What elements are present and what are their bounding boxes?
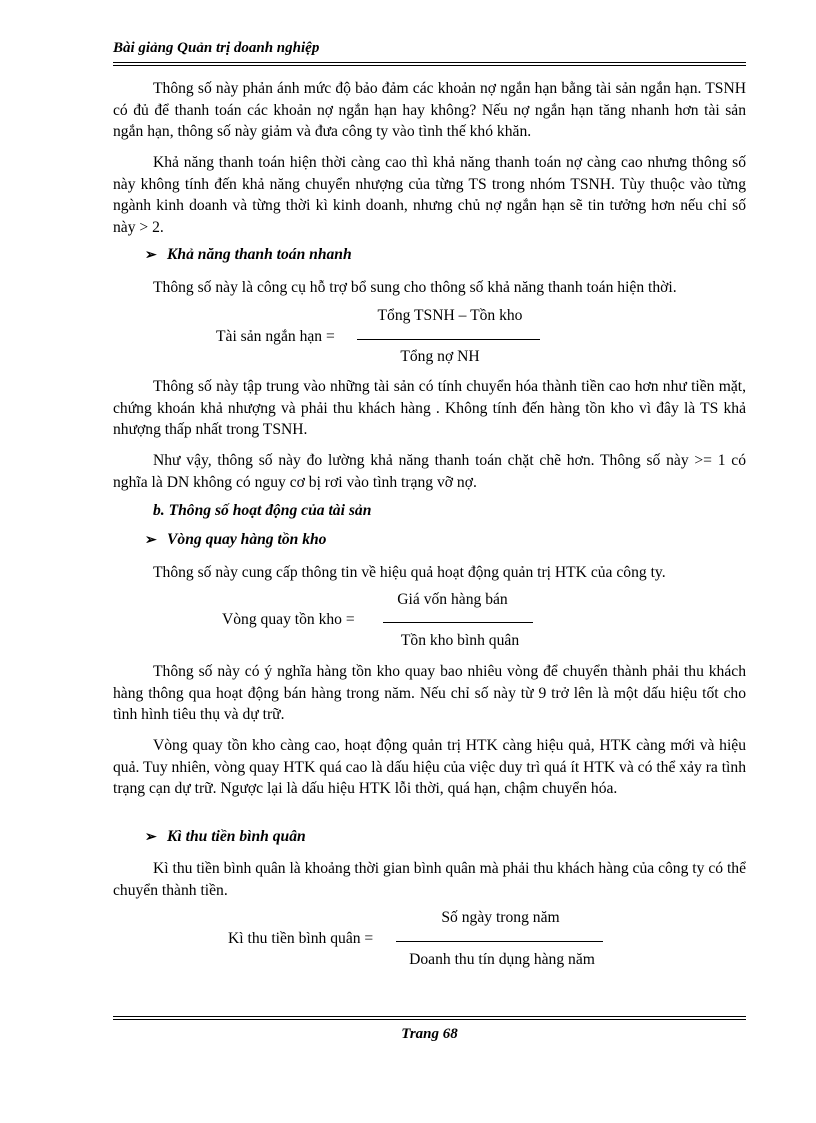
paragraph-9: Kì thu tiền bình quân là khoảng thời gian bình quân mà phải thu khách hàng của công ty có thể chuyển thành tiền.: [113, 860, 746, 899]
page-header: Bài giảng Quản trị doanh nghiệp: [113, 40, 320, 56]
footer-rule-2: [113, 1019, 746, 1020]
fraction-bar: [396, 941, 603, 942]
formula-lhs: Tài sản ngắn hạn =: [216, 328, 335, 345]
header-rule: [113, 62, 746, 63]
formula-lhs: Vòng quay tồn kho =: [222, 611, 355, 628]
formula-numerator: Số ngày trong năm: [441, 909, 560, 926]
heading-collection-period: ➢ Kì thu tiền bình quân: [145, 828, 306, 845]
paragraph-1: Thông số này phản ánh mức độ bảo đảm các khoản nợ ngắn hạn bằng tài sản ngắn hạn. TSNH có đủ để thanh toán các khoản nợ ngắn hạn hay không? Nếu nợ ngắn hạn tăng nhanh hơn tài sản ngắn hạn, thông số này giảm và đưa công ty vào tình thế khó khăn.: [113, 80, 746, 140]
heading-quick-ratio: ➢ Khả năng thanh toán nhanh: [145, 246, 352, 263]
paragraph-3: Thông số này là công cụ hỗ trợ bổ sung cho thông số khả năng thanh toán hiện thời.: [153, 279, 677, 296]
paragraph-4: Thông số này tập trung vào những tài sản có tính chuyển hóa thành tiền cao hơn như tiền mặt, chứng khoán khả nhượng và phải thu khách hàng . Không tính đến hàng tồn kho vì đây là TS khả nhượng thấp nhất trong TSNH.: [113, 378, 746, 438]
formula-numerator: Giá vốn hàng bán: [397, 591, 508, 608]
arrow-right-icon: ➢: [145, 533, 157, 548]
fraction-bar: [383, 622, 533, 623]
paragraph-2: Khả năng thanh toán hiện thời càng cao thì khả năng thanh toán nợ càng cao nhưng thông số này không tính đến khả năng chuyển nhượng của từng TS trong nhóm TSNH. Tùy thuộc vào từng ngành kinh doanh và từng thời kì kinh doanh, nhưng chủ nợ ngắn hạn sẽ tin tưởng hơn nếu chỉ số này > 2.: [113, 154, 746, 236]
arrow-right-icon: ➢: [145, 248, 157, 263]
paragraph-5: Như vậy, thông số này đo lường khả năng thanh toán chặt chẽ hơn. Thông số này >= 1 có nghĩa là DN không có nguy cơ bị rơi vào tình trạng vỡ nợ.: [113, 452, 746, 491]
arrow-right-icon: ➢: [145, 830, 157, 845]
fraction-bar: [357, 339, 540, 340]
paragraph-7: Thông số này có ý nghĩa hàng tồn kho quay bao nhiêu vòng để chuyển thành phải thu khách hàng thông qua hoạt động bán hàng trong năm. Nếu chỉ số này từ 9 trở lên là một dấu hiệu tốt cho tình hình tiêu thụ và dự trữ.: [113, 663, 746, 723]
heading-inventory-turnover: ➢ Vòng quay hàng tồn kho: [145, 531, 327, 548]
paragraph-6: Thông số này cung cấp thông tin về hiệu quả hoạt động quản trị HTK của công ty.: [153, 564, 666, 581]
formula-lhs: Kì thu tiền bình quân =: [228, 930, 374, 947]
formula-denominator: Tổng nợ NH: [400, 348, 480, 365]
paragraph-8: Vòng quay tồn kho càng cao, hoạt động quản trị HTK càng hiệu quả, HTK càng mới và hiệu quả. Tuy nhiên, vòng quay HTK quá cao là dấu hiệu của việc duy trì quá ít HTK và có thể xảy ra tình trạng cạn dự trữ. Ngược lại là dấu hiệu HTK lỗi thời, quá hạn, chậm chuyển hóa.: [113, 737, 746, 797]
heading-asset-activity: b. Thông số hoạt động của tài sản: [153, 502, 372, 519]
header-rule-2: [113, 65, 746, 66]
formula-denominator: Tồn kho bình quân: [400, 632, 520, 649]
formula-denominator: Doanh thu tín dụng hàng năm: [409, 951, 595, 968]
footer-rule: [113, 1016, 746, 1017]
page-number: Trang 68: [401, 1026, 458, 1042]
formula-numerator: Tổng TSNH – Tồn kho: [377, 307, 523, 324]
